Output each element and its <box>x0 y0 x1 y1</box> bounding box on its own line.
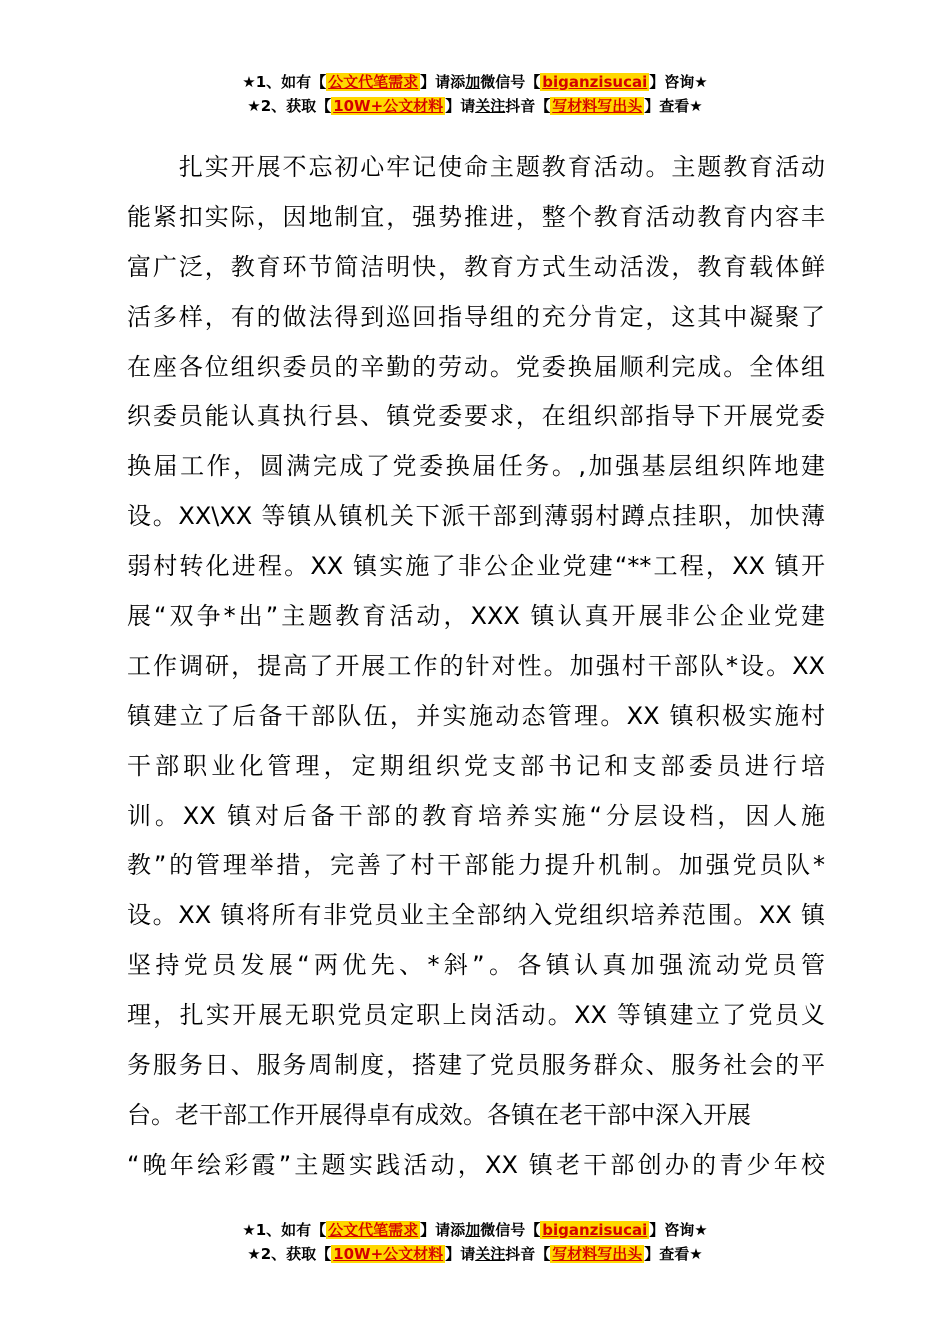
body-line: 在座各位组织委员的辛勤的劳动。党委换届顺利完成。全体组 <box>127 352 825 381</box>
banner-underlined-text: 关注 <box>475 1245 506 1263</box>
body-line: 展“双争*出”主题教育活动，XXX 镇认真开展非公企业党建 <box>127 602 825 631</box>
banner-text: 抖音【 <box>505 97 551 115</box>
banner-text: ★2、获取【 <box>247 1245 332 1263</box>
body-line: 设。XX\XX 等镇从镇机关下派干部到薄弱村蹲点挂职，加快薄 <box>127 502 825 531</box>
banner-text: 】咨询★ <box>649 1221 708 1239</box>
body-line: 训。XX 镇对后备干部的教育培养实施“分层设档，因人施 <box>127 801 825 830</box>
banner-douyin-id: 写材料写出头 <box>552 97 643 115</box>
body-line: 理，扎实开展无职党员定职上岗活动。XX 等镇建立了党员义 <box>127 1001 825 1030</box>
body-line: 弱村转化进程。XX 镇实施了非公企业党建“**工程，XX 镇开 <box>127 552 825 581</box>
banner-wechat-id: biganzisucai <box>542 1221 648 1239</box>
body-line: 织委员能认真执行县、镇党委要求，在组织部指导下开展党委 <box>127 402 825 431</box>
header-banner-line-1 <box>0 70 950 94</box>
banner-douyin-id: 写材料写出头 <box>552 1245 643 1263</box>
body-line: 活多样，有的做法得到巡回指导组的充分肯定，这其中凝聚了 <box>127 302 825 331</box>
body-line: 台。老干部工作开展得卓有成效。各镇在老干部中深入开展 <box>127 1100 751 1129</box>
banner-wechat-id: biganzisucai <box>542 73 648 91</box>
banner-text: 】请 <box>445 1245 476 1263</box>
body-line: 教”的管理举措，完善了村干部能力提升机制。加强党员队* <box>127 851 825 880</box>
banner-text: 】请添 <box>420 73 466 91</box>
banner-text: ★2、获取【 <box>247 97 332 115</box>
footer-banner-line-1 <box>0 1218 950 1242</box>
body-line: 工作调研，提高了开展工作的针对性。加强村干部队*设。XX <box>127 651 825 680</box>
banner-highlight: 10W+公文材料 <box>333 1245 444 1263</box>
banner-text: 】咨询★ <box>649 73 708 91</box>
banner-text: 抖音【 <box>505 1245 551 1263</box>
body-line: 设。XX 镇将所有非党员业主全部纳入党组织培养范围。XX 镇 <box>127 901 825 930</box>
banner-highlight: 公文代笔需求 <box>328 1221 419 1239</box>
body-line: 换届工作，圆满完成了党委换届任务。,加强基层组织阵地建 <box>127 452 825 481</box>
footer-banner <box>0 1218 950 1266</box>
banner-text: ★1、如有【 <box>242 1221 327 1239</box>
header-banner-line-2 <box>0 94 950 118</box>
body-line: 坚持党员发展“两优先、*斜”。各镇认真加强流动党员管 <box>127 951 825 980</box>
banner-text: 】请 <box>445 97 476 115</box>
banner-text: 】请添 <box>420 1221 466 1239</box>
banner-text: ★1、如有【 <box>242 73 327 91</box>
body-line: “晚年绘彩霞”主题实践活动，XX 镇老干部创办的青少年校 <box>127 1150 825 1179</box>
footer-banner-line-2 <box>0 1242 950 1266</box>
body-line: 富广泛，教育环节简洁明快，教育方式生动活泼，教育载体鲜 <box>127 252 825 281</box>
document-body <box>127 143 825 1191</box>
body-line: 务服务日、服务周制度，搭建了党员服务群众、服务社会的平 <box>127 1051 825 1080</box>
banner-underlined-text: 加 <box>465 73 481 91</box>
body-line: 干部职业化管理，定期组织党支部书记和支部委员进行培 <box>127 751 825 780</box>
banner-text: 微信号【 <box>480 73 541 91</box>
banner-highlight: 10W+公文材料 <box>333 97 444 115</box>
body-line: 镇建立了后备干部队伍，并实施动态管理。XX 镇积极实施村 <box>127 701 825 730</box>
banner-text: 微信号【 <box>480 1221 541 1239</box>
banner-text: 】查看★ <box>644 97 703 115</box>
banner-underlined-text: 关注 <box>475 97 506 115</box>
body-line: 能紧扣实际，因地制宜，强势推进，整个教育活动教育内容丰 <box>127 202 825 231</box>
banner-text: 】查看★ <box>644 1245 703 1263</box>
banner-highlight: 公文代笔需求 <box>328 73 419 91</box>
banner-underlined-text: 加 <box>465 1221 481 1239</box>
body-line: 扎实开展不忘初心牢记使命主题教育活动。主题教育活动 <box>127 153 825 181</box>
header-banner <box>0 70 950 118</box>
